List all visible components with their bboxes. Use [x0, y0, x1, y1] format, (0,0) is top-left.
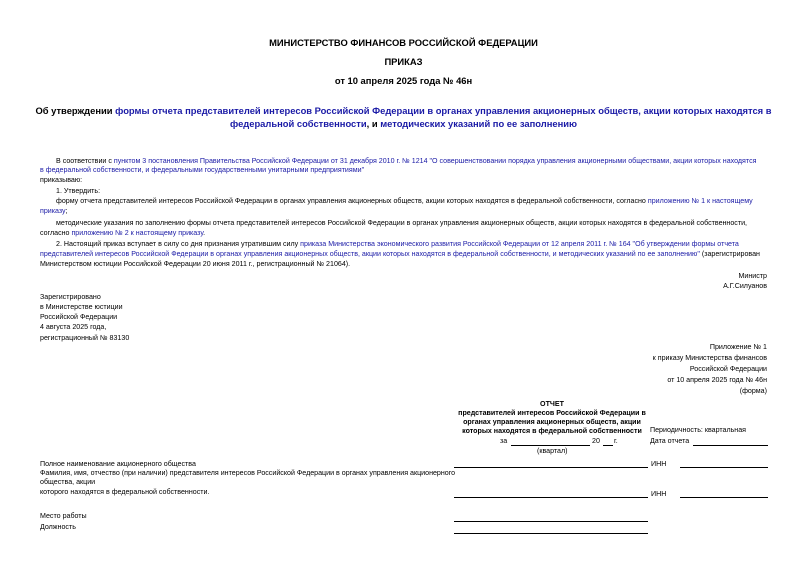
- representative-label-2: общества, акции: [40, 478, 96, 486]
- inn-field-company[interactable]: [680, 467, 768, 468]
- registration-line-2: в Министерстве юстиции: [40, 303, 123, 311]
- workplace-field[interactable]: [454, 521, 648, 522]
- appendix-1-link-cont[interactable]: приказу: [40, 207, 66, 215]
- report-date-label: Дата отчета: [650, 437, 690, 445]
- registration-line-5: регистрационный № 83130: [40, 334, 130, 342]
- item-1: 1. Утвердить:: [56, 187, 101, 195]
- form-subtitle-1: представителей интересов Российской Федерации в: [458, 409, 646, 417]
- registration-line-3: Российской Федерации: [40, 313, 118, 321]
- inn-label-representative: ИНН: [651, 490, 667, 498]
- registration-line-4: 4 августа 2025 года,: [40, 323, 107, 331]
- order-title-line2: [0, 118, 807, 129]
- order-command: приказываю:: [40, 176, 83, 184]
- item-2-registered: (зарегистрирован: [699, 250, 760, 258]
- ministry-heading: МИНИСТЕРСТВО ФИНАНСОВ РОССИЙСКОЙ ФЕДЕРАЦИИ: [269, 37, 538, 48]
- signature-name: А.Г.Силуанов: [723, 282, 767, 290]
- appendix-line-4: от 10 апреля 2025 года № 46н: [667, 376, 767, 384]
- item-1a-end: ;: [65, 207, 68, 215]
- registration-line-1: Зарегистрировано: [40, 293, 101, 301]
- item-2: [56, 240, 739, 249]
- item-1a: [56, 197, 753, 206]
- appendix-2-link[interactable]: приложению № 2 к настоящему приказу: [71, 229, 204, 237]
- report-date-field[interactable]: [693, 445, 768, 446]
- item-1b: методические указания по заполнению формы отчета представителей интересов Российской Федерации в органах управления акционерных обществ, акции которых находятся в федеральной собственности,: [56, 219, 748, 227]
- title-prefix: Об утверждении: [35, 105, 116, 116]
- order-title-line1: [0, 105, 807, 116]
- quarter-caption: (квартал): [537, 447, 568, 455]
- form-title: ОТЧЕТ: [540, 400, 564, 408]
- appendix-line-3: Российской Федерации: [689, 365, 767, 373]
- title-link-form-cont[interactable]: федеральной собственности: [229, 118, 367, 129]
- representative-label-3: которого находятся в федеральной собственности.: [40, 488, 210, 496]
- item-2-cont2: Министерством юстиции Российской Федерации 20 июня 2011 г., регистрационный № 21064).: [40, 260, 351, 268]
- quarter-field[interactable]: [511, 445, 590, 446]
- item-2-prefix: 2. Настоящий приказ вступает в силу со дня признания утратившим силу: [56, 240, 301, 248]
- signature-position: Министр: [738, 272, 767, 280]
- basis-link[interactable]: пунктом 3 постановления Правительства Российской Федерации от 31 декабря 2010 г. № 1214 "О совершенствовании порядка управления акционерными обществами, акции которых находятся: [113, 157, 757, 165]
- appendix-1-link[interactable]: приложению № 1 к настоящему: [647, 197, 753, 205]
- item-1b-end: .: [203, 229, 206, 237]
- item-1b-cont: [40, 229, 205, 238]
- item-1b-prefix: согласно: [40, 229, 72, 237]
- repealed-order-link-cont[interactable]: представителей интересов Российской Федерации в органах управления акционерных обществ, акции которых находятся в федеральной собственности, и методических указаний по ее заполнению": [40, 250, 700, 258]
- appendix-line-2: к приказу Министерства финансов: [652, 354, 767, 362]
- form-subtitle-3: которых находятся в федеральной собственности: [462, 427, 642, 435]
- period-prefix: за: [500, 437, 508, 445]
- company-name-label: Полное наименование акционерного общества: [40, 460, 196, 468]
- basis-prefix: В соответствии с: [56, 157, 114, 165]
- workplace-label: Место работы: [40, 512, 87, 520]
- item-1a-cont: [40, 207, 68, 216]
- position-label: Должность: [40, 523, 76, 531]
- paragraph-basis: [56, 157, 756, 166]
- item-2-cont: [40, 250, 760, 259]
- title-mid: , и: [366, 118, 381, 129]
- period-year-suffix: г.: [614, 437, 618, 445]
- appendix-line-5: (форма): [739, 387, 767, 395]
- title-link-guidelines[interactable]: методических указаний по ее заполнению: [380, 118, 578, 129]
- inn-field-representative[interactable]: [680, 497, 768, 498]
- form-periodicity: Периодичность: квартальная: [650, 426, 747, 434]
- position-field[interactable]: [454, 533, 648, 534]
- period-year: 20: [592, 437, 600, 445]
- representative-label-1: Фамилия, имя, отчество (при наличии) представителя интересов Российской Федерации в органах управления акционерного: [40, 469, 456, 477]
- form-subtitle-2: органах управления акционерных обществ, акции: [463, 418, 641, 426]
- basis-link-cont[interactable]: в федеральной собственности, и федеральными государственными унитарными предприятиями": [40, 166, 365, 174]
- item-1a-text: форму отчета представителей интересов Российской Федерации в органах управления акционерных обществ, акции которых находятся в федеральной собственности, согласно: [56, 197, 648, 205]
- company-name-field[interactable]: [454, 467, 648, 468]
- repealed-order-link[interactable]: приказа Министерства экономического развития Российской Федерации от 12 апреля 2011 г. № 164 "Об утверждении формы отчета: [300, 240, 739, 248]
- year-field[interactable]: [603, 445, 613, 446]
- inn-label-company: ИНН: [651, 460, 667, 468]
- title-link-form[interactable]: формы отчета представителей интересов Российской Федерации в органах управления акционерных обществ, акции которых находятся в: [115, 105, 772, 116]
- appendix-line-1: Приложение № 1: [709, 343, 767, 351]
- order-date: от 10 апреля 2025 года № 46н: [334, 75, 473, 86]
- representative-name-field[interactable]: [454, 497, 648, 498]
- order-heading: ПРИКАЗ: [384, 56, 423, 67]
